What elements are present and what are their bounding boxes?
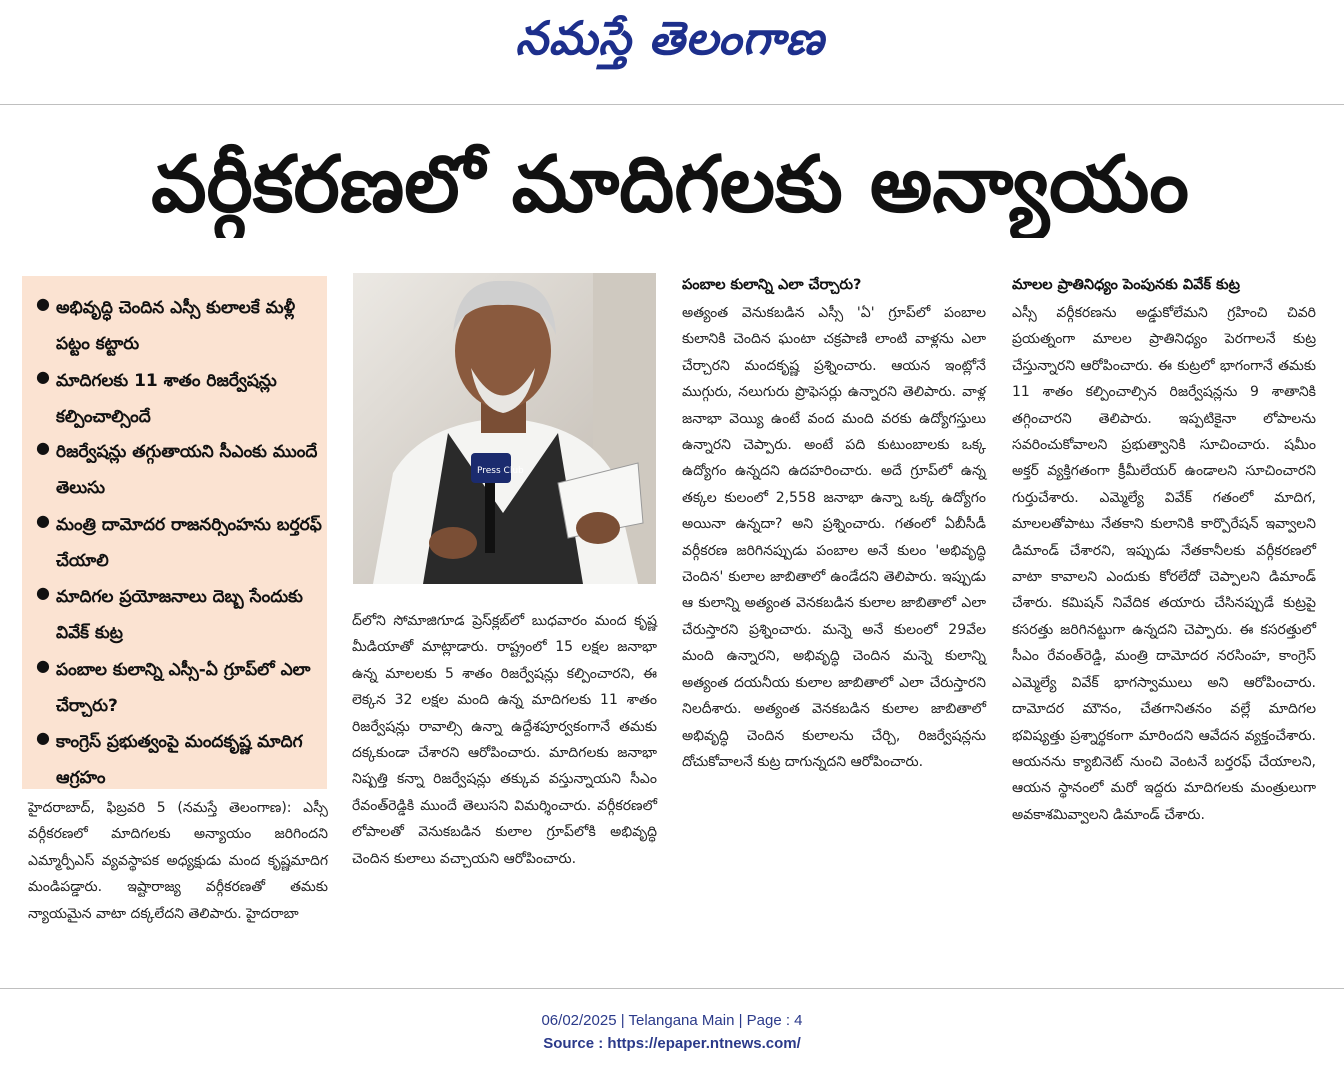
bullet-icon: ● [36, 438, 50, 457]
section-subhead: మాలల ప్రాతినిధ్యం పెంపునకు వివేక్ కుట్ర [1012, 277, 1240, 293]
masthead [0, 0, 1344, 100]
column-4 [1012, 300, 1316, 970]
article-paragraph: అత్యంత వెనుకబడిన ఎస్సీ 'ఏ' గ్రూప్‌లో పంబాల కులానికి చెందిన ఘంటా చక్రపాణి లాంటి వాళ్లను ఎలా చేర్చారని మందకృష్ణ ప్రశ్నించారు. ఆయన ఇంట్లోనే ముగ్గురు, నలుగురు ప్రొఫెసర్లు ఉన్నారని తెలిపారు. వాళ్ల జనాభా వెయ్యి ఉంటే వంద మంది వరకు ఉద్యోగస్తులు ఉన్నారని చెప్పారు. అంటే పది కుటుంబాలకు ఒక్క ఉద్యోగం ఉన్నదని ఉదహరించారు. అదే గ్రూప్‌లో ఉన్న తక్కల కులంలో 2,558 జనాభా ఉన్నా ఒక్క ఉద్యోగం అయినా ఉన్నదా? అని ప్రశ్నించారు. గతంలో ఏబీసీడీ వర్గీకరణ జరిగినప్పుడు పంబాల అనే కులం 'అభివృద్ధి చెందిన' కులాల జాబితాలో ఉండేదని తెలిపారు. ఇప్పుడు ఆ కులాన్ని అత్యంత వెనకబడిన కులాల జాబితాలో ఎలా చేరుస్తారని ప్రశ్నించారు. మన్నె అనే కులంలో 29వేల మంది ఉన్నారని, అభివృద్ధి చెందిన మన్నె కులాన్ని అత్యంత దయనీయ కులాల జాబితాలో ఎలా చేరుస్తారని నిలదీశారు. అత్యంత వెనకబడిన కులాల జాబితాలో అభివృద్ధి చెందిన కులాలను చేర్చి, రిజర్వేషన్లను దోచుకోవాలనే కుట్ర దాగున్నదని ఆరోపించారు. [682, 305, 986, 770]
bullet-icon: ● [36, 656, 50, 675]
column-1 [28, 795, 328, 970]
footer-divider [0, 988, 1344, 989]
bullet-icon: ● [36, 583, 50, 602]
highlight-text: మంత్రి దామోదర రాజనర్సింహను బర్తరఫ్ చేయాలి [56, 515, 322, 571]
highlight-text: మాదిగల ప్రయోజనాలు దెబ్బ సేందుకు వివేక్ కుట్ర [56, 587, 303, 643]
article-headline: వర్గీకరణలో మాదిగలకు అన్యాయం [151, 140, 1189, 230]
article-paragraph: హైదరాబాద్, ఫిబ్రవరి 5 (నమస్తే తెలంగాణ): ఎస్సీ వర్గీకరణలో మాదిగలకు అన్యాయం జరిగిందని ఎమ్మార్పీఎస్ వ్యవస్థాపక అధ్యక్షుడు మంద కృష్ణమాదిగ మండిపడ్డారు. ఇష్టారాజ్య వర్గీకరణతో తమకు న్యాయమైన వాటా దక్కలేదని తెలిపారు. హైదరాబా [28, 800, 328, 922]
speaker-photo [353, 273, 656, 584]
bullet-icon: ● [36, 728, 50, 747]
section-subhead: పంబాల కులాన్ని ఎలా చేర్చారు? [682, 277, 862, 293]
newspaper-logo: నమస్తే తెలంగాణ [515, 11, 825, 65]
highlight-text: కాంగ్రెస్ ప్రభుత్వంపై మందకృష్ణ మాదిగ ఆగ్రహం [56, 732, 303, 788]
article-paragraph: ఎస్సీ వర్గీకరణను అడ్డుకోలేమని గ్రహించి చివరి ప్రయత్నంగా మాలల ప్రాతినిధ్యం పెరగాలనే కుట్ర చేస్తున్నారని ఆరోపించారు. ఈ కుట్రలో భాగంగానే తమకు 11 శాతం కల్పించాల్సిన రిజర్వేషన్లను 9 శాతానికి తగ్గించారని తెలిపారు. ఇప్పటికైనా లోపాలను సవరించుకోవాలని ప్రభుత్వానికి సూచించారు. షమీం అక్తర్ వ్యక్తిగతంగా క్రీమీలేయర్ ఉండాలని సూచించారని గుర్తుచేశారు. ఎమ్మెల్యే వివేక్ గతంలో మాదిగ, మాలలతోపాటు నేతకాని కులానికి కార్పొరేషన్ ఇవ్వాలని డిమాండ్ చేశారని, ఇప్పుడు నేతకానీలకు వర్గీకరణలో వాటా కావాలని ఎందుకు కోరలేదో చెప్పాలని డిమాండ్ చేశారు. కమిషన్ నివేదిక తయారు చేసినప్పుడే కుట్రపై కసరత్తు జరిగినట్టుగా ఉన్నదని చెప్పారు. ఈ కసరత్తులో సీఎం రేవంత్‌రెడ్డి, మంత్రి దామోదర నరసింహ, కాంగ్రెస్ ఎమ్మెల్యే వివేక్ భాగస్వాములు అని ఆరోపించారు. దామోదర మౌనం, చేతగానితనం వల్లే మాదిగల భవిష్యత్తు ప్రశ్నార్థకంగా మారిందని ఆవేదన వ్యక్తంచేశారు. ఆయనను క్యాబినెట్ నుంచి వెంటనే బర్తరఫ్ చేయాలని, ఆయన స్థానంలో మరో ఇద్దరు మాదిగలకు మంత్రులుగా అవకాశమివ్వాలని డిమాండ్ చేశారు. [1012, 305, 1316, 823]
bullet-icon: ● [36, 511, 50, 530]
bullet-icon: ● [36, 294, 50, 313]
highlight-text: రిజర్వేషన్లు తగ్గుతాయని సీఎంకు ముందే తెలుసు [56, 442, 318, 498]
mic-label: Press Club [477, 466, 524, 476]
article-paragraph: ద్‌లోని సోమాజిగూడ ప్రెస్‌క్లబ్‌లో బుధవారం మంద కృష్ణ మీడియాతో మాట్లాడారు. రాష్ట్రంలో 15 లక్షల జనాభా ఉన్న మాలలకు 5 శాతం రిజర్వేషన్లు కల్పించారని, ఈ లెక్కన 32 లక్షల మంది ఉన్న మాదిగలకు 11 శాతం రిజర్వేషన్లు రావాల్సి ఉన్నా ఉద్దేశపూర్వకంగానే తమకు దక్కకుండా చేశారని ఆరోపించారు. మాదిగలకు జనాభా నిష్పత్తి కన్నా రిజర్వేషన్లు తక్కువ వస్తున్నాయని సీఎం రేవంత్‌రెడ్డికి ముందే తెలుసని విమర్శించారు. వర్గీకరణలో లోపాలతో వెనుకబడిన కులాల గ్రూప్‌లోకి అభివృద్ధి చెందిన కులాలు వచ్చాయని ఆరోపించారు. [352, 613, 657, 867]
footer-source-link[interactable]: Source : https://epaper.ntnews.com/ [543, 1035, 801, 1052]
masthead-divider [0, 104, 1344, 105]
highlight-text: అభివృద్ధి చెందిన ఎస్సీ కులాలకే మళ్లీ పట్టం కట్టారు [56, 298, 296, 354]
column-2 [352, 608, 657, 968]
highlight-text: మాదిగలకు 11 శాతం రిజర్వేషన్లు కల్పించాల్సిందే [56, 371, 277, 427]
speaker-illustration [353, 273, 656, 584]
footer-edition-info: 06/02/2025 | Telangana Main | Page : 4 [541, 1012, 803, 1029]
highlight-text: పంబాల కులాన్ని ఎస్సీ-ఏ గ్రూప్‌లో ఎలా చేర్చారు? [56, 660, 311, 716]
column-3 [682, 300, 986, 970]
bullet-icon: ● [36, 367, 50, 386]
highlights-box [22, 276, 327, 789]
